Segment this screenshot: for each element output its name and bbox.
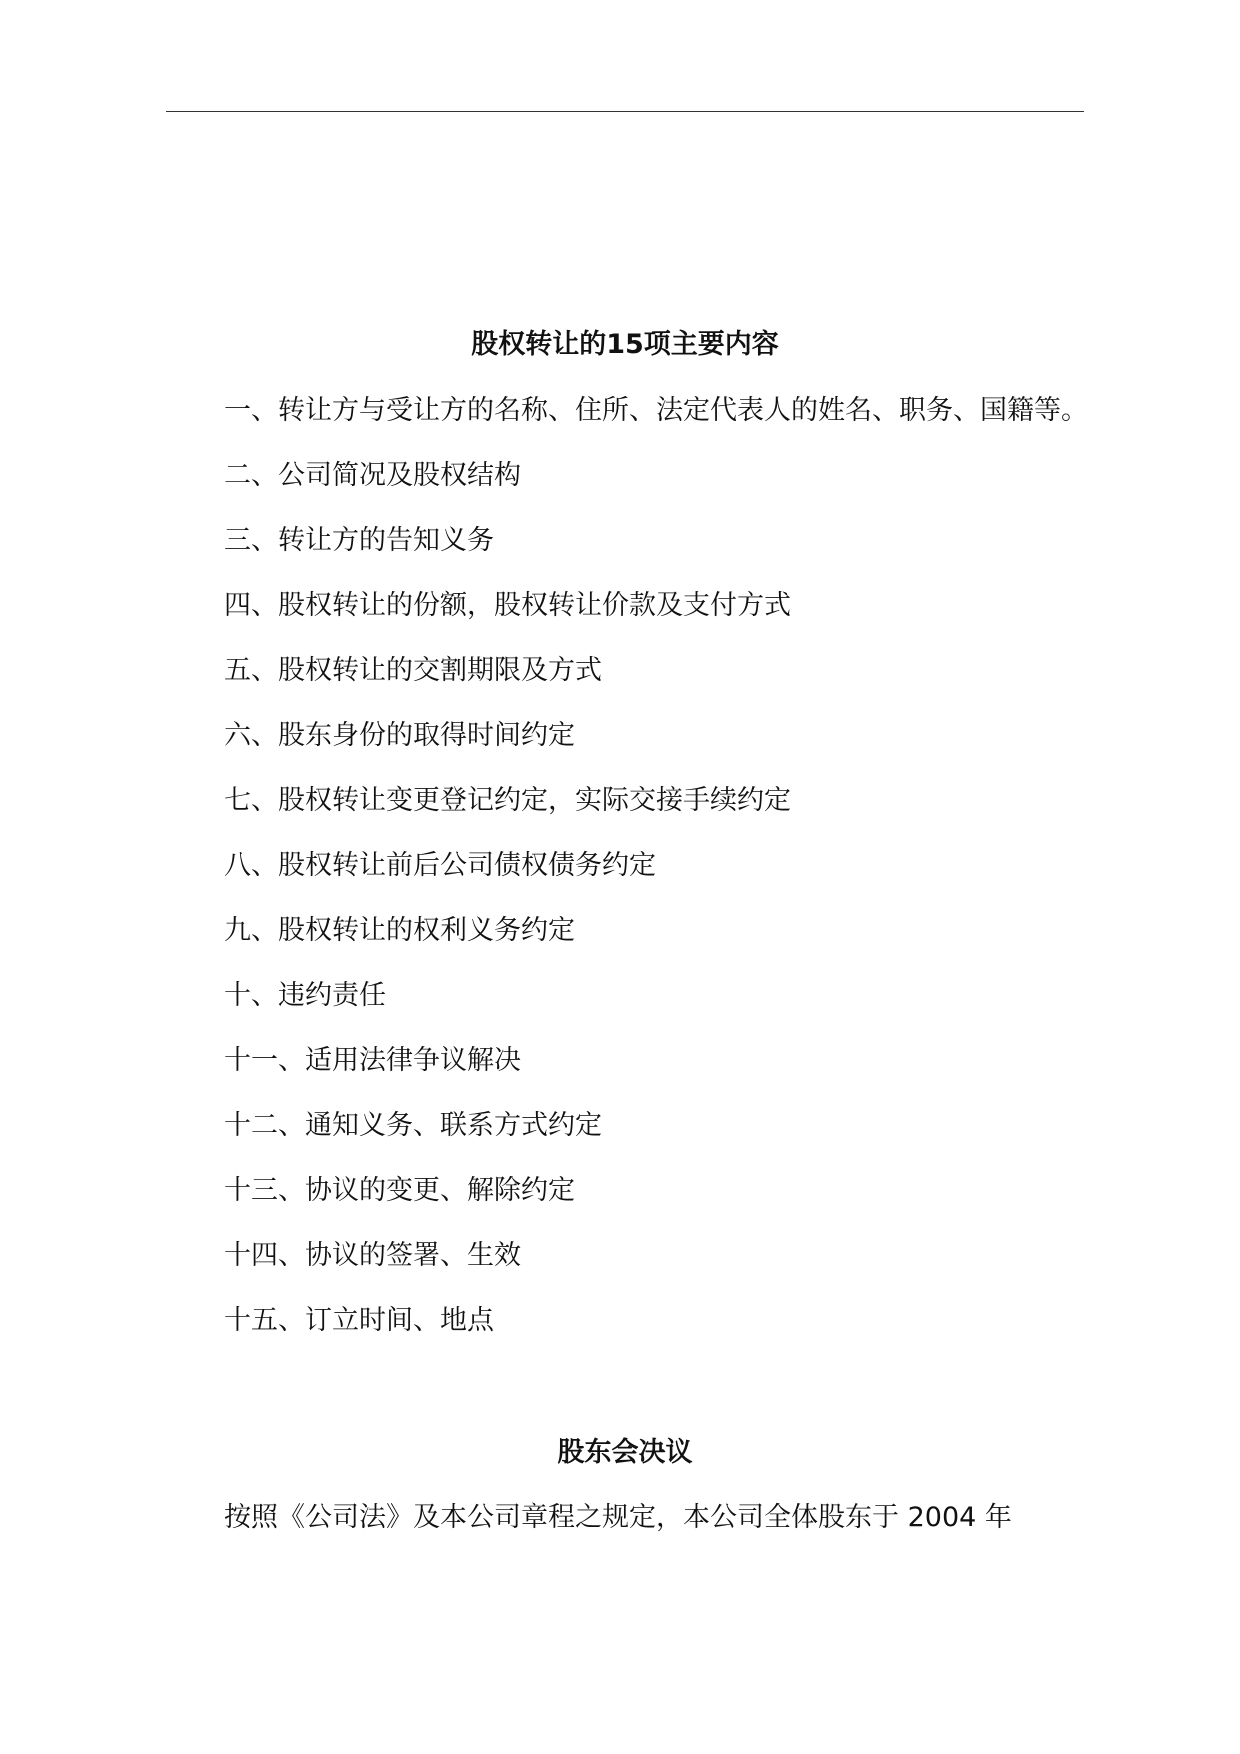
list-item: 八、股权转让前后公司债权债务约定 [224, 850, 656, 881]
list-item: 十一、适用法律争议解决 [224, 1045, 521, 1076]
list-item: 六、股东身份的取得时间约定 [224, 720, 575, 751]
section-paragraph: 按照《公司法》及本公司章程之规定，本公司全体股东于 2004 年 [224, 1502, 1012, 1533]
list-item: 五、股权转让的交割期限及方式 [224, 655, 602, 686]
content-list [224, 391, 1088, 1366]
list-item: 十三、协议的变更、解除约定 [224, 1175, 575, 1206]
list-item: 三、转让方的告知义务 [224, 525, 494, 556]
list-item: 十五、订立时间、地点 [224, 1305, 494, 1336]
document-title: 股权转让的15项主要内容 [471, 329, 779, 360]
list-item: 二、公司简况及股权结构 [224, 460, 521, 491]
list-item: 十、违约责任 [224, 980, 386, 1011]
list-item: 七、股权转让变更登记约定，实际交接手续约定 [224, 785, 791, 816]
list-item: 一、转让方与受让方的名称、住所、法定代表人的姓名、职务、国籍等。 [224, 395, 1088, 426]
list-item: 十四、协议的签署、生效 [224, 1240, 521, 1271]
list-item: 九、股权转让的权利义务约定 [224, 915, 575, 946]
list-item: 十二、通知义务、联系方式约定 [224, 1110, 602, 1141]
header-rule [166, 111, 1084, 112]
section-title: 股东会决议 [557, 1437, 693, 1468]
list-item: 四、股权转让的份额，股权转让价款及支付方式 [224, 590, 791, 621]
